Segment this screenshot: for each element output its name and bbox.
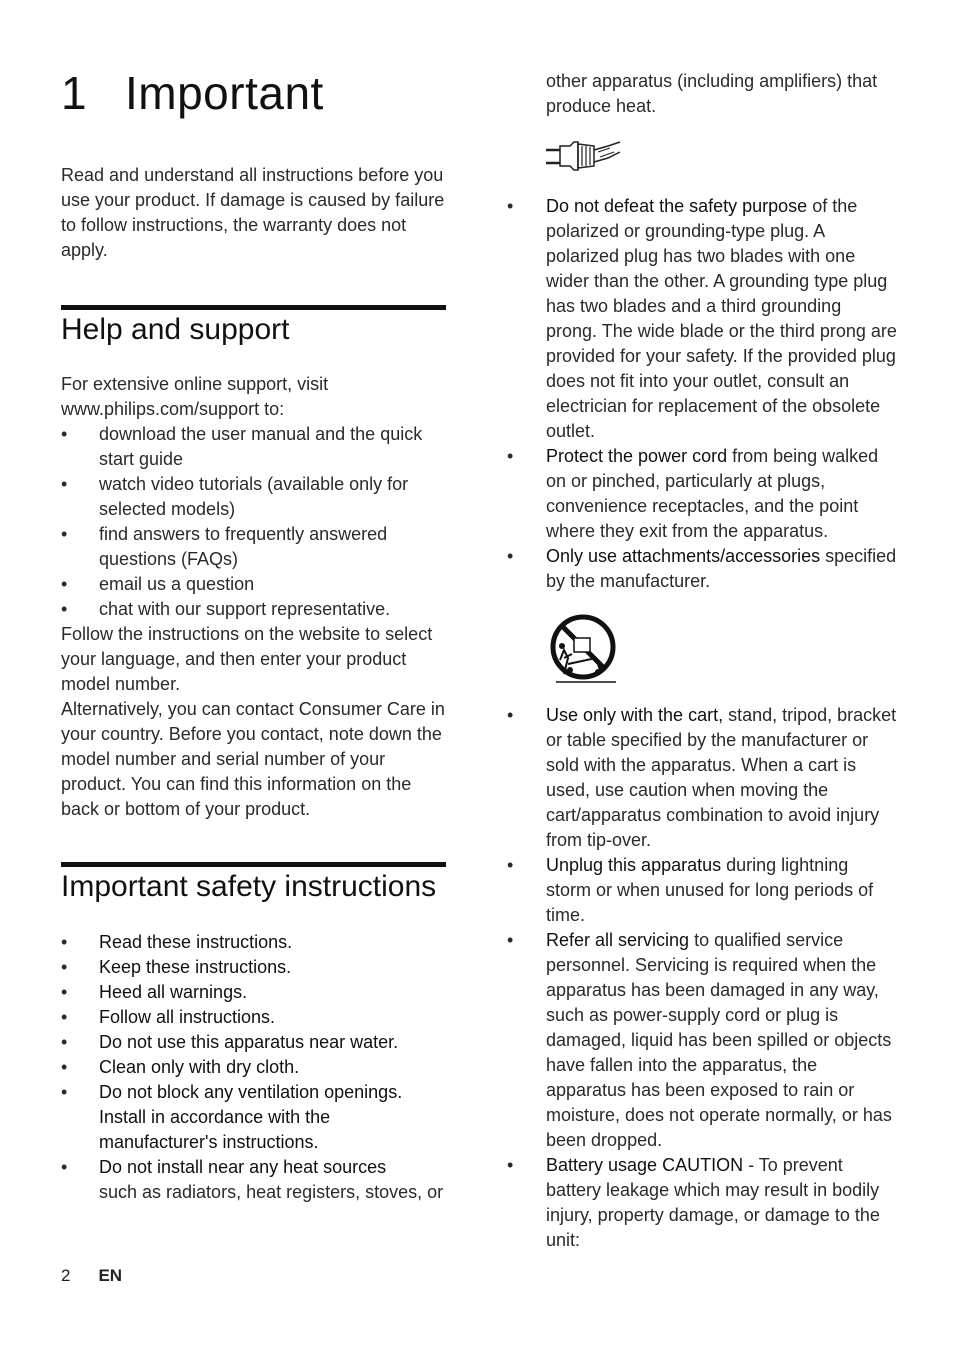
list-item: • Use only with the cart, stand, tripod, bracket or table specified by the manufacturer or sold with the apparatus. When a cart is used, use caution when moving the cart/apparatus combination to avoid injury from tip-over.: [507, 705, 897, 850]
section-rule-help: [61, 305, 446, 310]
list-item: • Do not use this apparatus near water.: [61, 1030, 447, 1055]
bullet: •: [61, 1007, 68, 1027]
help-list: [61, 422, 447, 622]
safety-list-right-1: [507, 194, 897, 594]
list-item: • email us a question: [61, 572, 447, 597]
section-rule-safety: [61, 862, 446, 867]
bullet: •: [61, 1157, 68, 1177]
help-heading: Help and support: [61, 313, 290, 346]
list-item: • find answers to frequently answered questions (FAQs): [61, 524, 388, 569]
language-code: EN: [98, 1266, 123, 1285]
list-item: • Follow all instructions.: [61, 1005, 447, 1030]
bullet: •: [61, 1032, 68, 1052]
polarized-plug-icon: [544, 136, 624, 176]
list-item: • Do not block any ventilation openings. Install in accordance with the manufacturer's instructions.: [61, 1082, 403, 1152]
bullet: •: [61, 932, 68, 952]
chapter-title-text: Important: [125, 67, 324, 119]
bullet: •: [507, 546, 514, 566]
cart-warning-icon: [546, 614, 620, 686]
bullet: •: [61, 957, 68, 977]
list-item: • Unplug this apparatus during lightning storm or when unused for long periods of time.: [507, 855, 874, 925]
bullet: •: [507, 196, 514, 216]
continuation-block: [507, 69, 897, 119]
help-paragraph-1: Follow the instructions on the website to select your language, and then enter your product model number.: [61, 624, 433, 694]
bullet: •: [61, 424, 68, 444]
list-item: • Keep these instructions.: [61, 955, 447, 980]
intro-paragraph: Read and understand all instructions before you use your product. If damage is caused by failure to follow instructions, the warranty does not apply.: [61, 165, 445, 260]
chapter-title: [61, 66, 324, 120]
bullet: •: [507, 930, 514, 950]
list-item: • download the user manual and the quick start guide: [61, 424, 423, 469]
page-number: 2: [61, 1266, 71, 1285]
list-item: • chat with our support representative.: [61, 597, 447, 622]
bullet: •: [507, 705, 514, 725]
list-item: • Protect the power cord from being walked on or pinched, particularly at plugs, convenience receptacles, and the point where they exit from the apparatus.: [507, 446, 879, 541]
page-footer: [61, 1266, 122, 1286]
help-paragraph-2: Alternatively, you can contact Consumer Care in your country. Before you contact, note down the model number and serial number of your product. You can find this information on the back or bottom of your product.: [61, 699, 445, 819]
safety-heading: Important safety instructions: [61, 870, 437, 903]
safety-list-right-block-2: [507, 703, 897, 1253]
list-item: • Refer all servicing to qualified service personnel. Servicing is required when the apparatus has been damaged in any way, such as power-supply cord or plug is damaged, liquid has been spilled or objects have fallen into the apparatus, the apparatus has been exposed to rain or moisture, does not operate normally, or has been dropped.: [507, 930, 892, 1150]
bullet: •: [507, 1155, 514, 1175]
bullet: •: [61, 524, 68, 544]
list-item: • watch video tutorials (available only for selected models): [61, 474, 409, 519]
list-item: • Read these instructions.: [61, 930, 447, 955]
intro-block: [61, 163, 447, 263]
bullet: •: [507, 446, 514, 466]
help-intro-line1: For extensive online support, visit: [61, 374, 329, 394]
safety-list-right-2: [507, 703, 897, 1253]
bullet: •: [61, 1057, 68, 1077]
list-item: • Do not defeat the safety purpose of the polarized or grounding-type plug. A polarized plug has two blades with one wider than the other. A grounding type plug has two blades and a third grounding prong. The wide blade or the third prong are provided for your safety. If the provided plug does not fit into your outlet, consult an electrician for replacement of the obsolete outlet.: [507, 196, 897, 441]
bullet: •: [61, 1082, 68, 1102]
bullet: •: [61, 474, 68, 494]
safety-list-right: [507, 194, 897, 594]
list-item: • Clean only with dry cloth.: [61, 1055, 447, 1080]
help-block: [61, 372, 447, 822]
help-intro-line2: www.philips.com/support to:: [61, 399, 285, 419]
continuation-text: other apparatus (including amplifiers) that produce heat.: [546, 71, 878, 116]
list-item: • Do not install near any heat sources such as radiators, heat registers, stoves, or: [61, 1157, 444, 1202]
bullet: •: [61, 982, 68, 1002]
list-item: • Only use attachments/accessories specified by the manufacturer.: [507, 546, 897, 591]
list-item: • Heed all warnings.: [61, 980, 447, 1005]
bullet: •: [507, 855, 514, 875]
bullet: •: [61, 599, 68, 619]
safety-list-left: [61, 930, 447, 1205]
safety-list: [61, 930, 447, 1205]
list-item: • Battery usage CAUTION - To prevent battery leakage which may result in bodily injury, property damage, or damage to the unit:: [507, 1155, 880, 1250]
chapter-number: 1: [61, 67, 88, 119]
bullet: •: [61, 574, 68, 594]
